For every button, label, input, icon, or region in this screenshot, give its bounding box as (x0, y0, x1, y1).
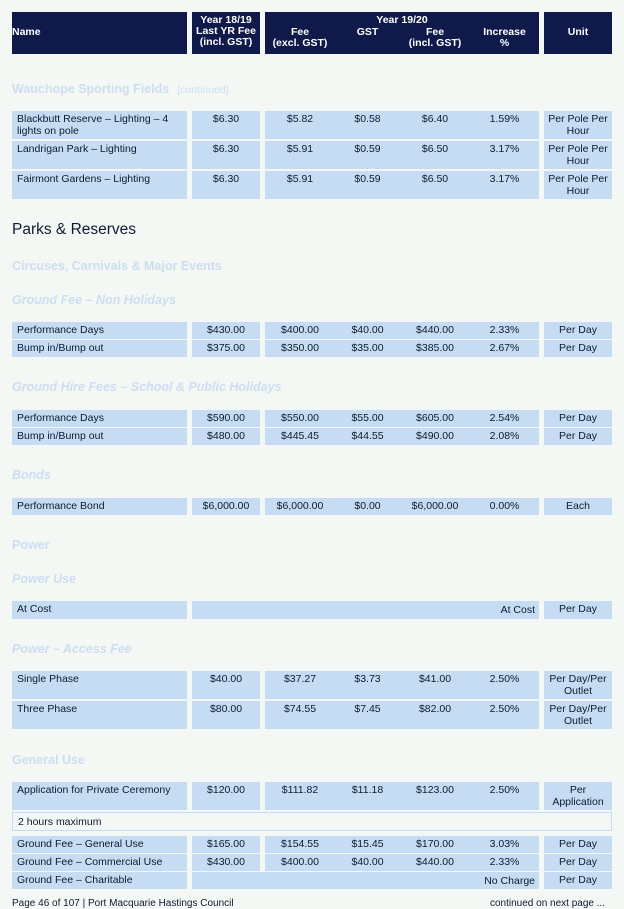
gst: $40.00 (351, 856, 384, 868)
fee-excl: $400.00 (281, 324, 319, 336)
section-wauchope: Wauchope Sporting Fields [continued] (12, 82, 229, 96)
gst: $0.59 (354, 143, 381, 155)
increase: 3.17% (489, 143, 520, 155)
increase: 0.00% (489, 500, 520, 512)
fee-incl: $170.00 (416, 838, 454, 850)
unit: Per Day (544, 601, 612, 619)
section-power-access-fee: Power – Access Fee (12, 642, 132, 656)
fee-incl: $6.40 (421, 113, 449, 125)
fee-group (265, 498, 539, 515)
last-year-fee: $40.00 (192, 671, 260, 699)
fee-incl: $385.00 (416, 342, 454, 354)
last-year-fee: $375.00 (192, 340, 260, 357)
table-row-name: Single Phase (12, 671, 187, 699)
fee-group (265, 701, 539, 729)
gst: $35.00 (351, 342, 384, 354)
gst: $55.00 (351, 412, 384, 424)
gst: $0.59 (354, 173, 381, 185)
increase: 2.50% (489, 673, 520, 685)
section-bonds: Bonds (12, 468, 51, 482)
fee-group (265, 428, 539, 445)
section-ground-fee-non-holidays: Ground Fee – Non Holidays (12, 293, 176, 307)
last-year-fee: $165.00 (192, 836, 260, 853)
fee-excl: $400.00 (281, 856, 319, 868)
last-year-fee: $6,000.00 (192, 498, 260, 515)
table-row-name: Bump in/Bump out (12, 428, 187, 445)
fee-incl: $123.00 (416, 784, 454, 796)
unit: Per Day/Per Outlet (544, 671, 612, 699)
gst: $15.45 (351, 838, 384, 850)
increase: 3.17% (489, 173, 520, 185)
last-year-fee: $6.30 (192, 111, 260, 139)
increase: 2.50% (489, 784, 520, 796)
table-row-name: Landrigan Park – Lighting (12, 141, 187, 169)
table-row-name: Three Phase (12, 701, 187, 729)
fee-incl: $6.50 (421, 143, 449, 155)
fee-excl: $111.82 (281, 784, 319, 796)
last-year-fee: $430.00 (192, 322, 260, 339)
increase: 2.54% (489, 412, 520, 424)
fee-excl: $37.27 (283, 673, 317, 685)
last-year-fee: $480.00 (192, 428, 260, 445)
no-charge-value: No Charge (192, 872, 539, 889)
table-row-name: Application for Private Ceremony (12, 782, 187, 810)
last-year-fee: $80.00 (192, 701, 260, 729)
fee-group (265, 836, 539, 853)
fee-group (265, 322, 539, 339)
fee-excl: $5.82 (286, 113, 314, 125)
increase: 2.08% (489, 430, 520, 442)
header-fee-excl: Fee (excl. GST) (272, 26, 328, 49)
table-row-name: Fairmont Gardens – Lighting (12, 171, 187, 199)
section-power: Power (12, 538, 50, 552)
fee-incl: $440.00 (416, 856, 454, 868)
header-fee-incl: Fee (incl. GST) (408, 26, 462, 49)
fee-incl: $6,000.00 (411, 500, 459, 512)
gst: $44.55 (351, 430, 384, 442)
gst: $7.45 (354, 703, 381, 715)
fee-excl: $350.00 (281, 342, 319, 354)
fee-incl: $440.00 (416, 324, 454, 336)
fee-incl: $41.00 (418, 673, 452, 685)
footer-continued: continued on next page ... (490, 898, 606, 909)
table-row-name: Performance Bond (12, 498, 187, 515)
unit: Per Day (544, 872, 612, 889)
fee-group (265, 340, 539, 357)
unit: Per Pole Per Hour (544, 141, 612, 169)
unit: Per Pole Per Hour (544, 171, 612, 199)
fee-incl: $490.00 (416, 430, 454, 442)
increase: 2.67% (489, 342, 520, 354)
gst: $3.73 (354, 673, 381, 685)
table-row-name: Bump in/Bump out (12, 340, 187, 357)
gst: $40.00 (351, 324, 384, 336)
header-unit-cell (544, 12, 612, 54)
table-row-name: At Cost (12, 601, 187, 619)
last-year-fee: $6.30 (192, 171, 260, 199)
unit: Per Application (544, 782, 612, 810)
header-gst: GST (356, 26, 379, 38)
fee-incl: $82.00 (418, 703, 452, 715)
fee-incl: $6.50 (421, 173, 449, 185)
heading-parks-reserves: Parks & Reserves (12, 221, 137, 238)
header-year: Year 19/20 (376, 14, 428, 26)
unit: Per Day/Per Outlet (544, 701, 612, 729)
last-year-fee: $120.00 (192, 782, 260, 810)
unit: Per Day (544, 836, 612, 853)
increase: 3.03% (489, 838, 520, 850)
section-general-use: General Use (12, 753, 85, 767)
section-ground-hire-holidays: Ground Hire Fees – School & Public Holidays (12, 380, 282, 394)
gst: $0.00 (354, 500, 381, 512)
fee-excl: $5.91 (286, 173, 314, 185)
increase: 1.59% (489, 113, 520, 125)
fee-group (265, 854, 539, 871)
last-year-fee: $6.30 (192, 141, 260, 169)
section-circuses: Circuses, Carnivals & Major Events (12, 259, 222, 273)
fee-group (265, 782, 539, 810)
header-name: Name (12, 26, 41, 38)
fee-excl: $445.45 (281, 430, 319, 442)
header-last-year-cell (192, 12, 260, 54)
ceremony-note: 2 hours maximum (12, 812, 612, 831)
table-row-name: Ground Fee – Charitable (12, 872, 187, 889)
increase: 2.50% (489, 703, 520, 715)
fee-group (265, 171, 539, 199)
increase: 2.33% (489, 856, 520, 868)
fee-excl: $74.55 (283, 703, 317, 715)
table-row-name: Blackbutt Reserve – Lighting – 4 lights on pole (12, 111, 187, 139)
table-row-name: Performance Days (12, 322, 187, 339)
fee-excl: $154.55 (281, 838, 319, 850)
fee-incl: $605.00 (416, 412, 454, 424)
gst: $11.18 (351, 784, 384, 796)
table-row-name: Ground Fee – General Use (12, 836, 187, 853)
unit: Each (544, 498, 612, 515)
last-year-fee: $590.00 (192, 410, 260, 427)
fee-group (265, 141, 539, 169)
unit: Per Pole Per Hour (544, 111, 612, 139)
fee-group (265, 671, 539, 699)
continued-label: [continued] (177, 84, 229, 96)
section-power-use: Power Use (12, 572, 76, 586)
header-name-cell (12, 12, 187, 54)
unit: Per Day (544, 428, 612, 445)
header-last-year: Year 18/19 Last YR Fee (incl. GST) (196, 14, 256, 48)
fee-excl: $550.00 (281, 412, 319, 424)
at-cost-value: At Cost (192, 601, 539, 619)
unit: Per Day (544, 854, 612, 871)
unit: Per Day (544, 322, 612, 339)
table-row-name: Performance Days (12, 410, 187, 427)
unit: Per Day (544, 410, 612, 427)
header-year-group (265, 12, 539, 54)
fee-excl: $6,000.00 (276, 500, 324, 512)
header-increase: Increase % (483, 26, 526, 49)
footer-page-info: Page 46 of 107 | Port Macquarie Hastings Council (12, 898, 234, 909)
gst: $0.58 (354, 113, 381, 125)
increase: 2.33% (489, 324, 520, 336)
unit: Per Day (544, 340, 612, 357)
last-year-fee: $430.00 (192, 854, 260, 871)
table-row-name: Ground Fee – Commercial Use (12, 854, 187, 871)
fee-excl: $5.91 (286, 143, 314, 155)
header-unit: Unit (567, 26, 589, 38)
fee-group (265, 410, 539, 427)
fee-group (265, 111, 539, 139)
